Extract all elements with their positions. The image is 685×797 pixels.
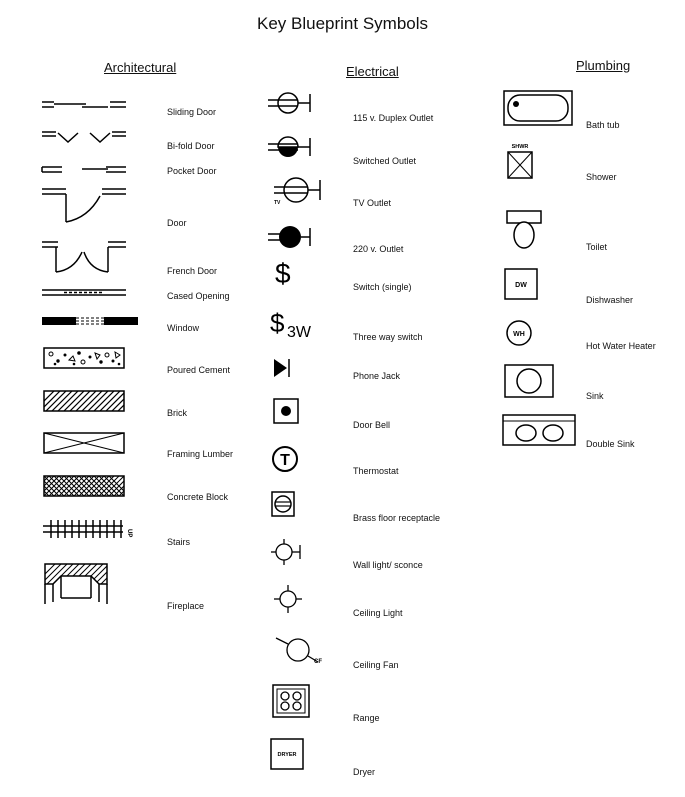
duplex-outlet-icon bbox=[268, 90, 314, 116]
sink-icon bbox=[504, 364, 554, 398]
label-bathtub: Bath tub bbox=[586, 120, 620, 130]
label-220v-outlet: 220 v. Outlet bbox=[353, 244, 404, 254]
label-duplex-outlet: 115 v. Duplex Outlet bbox=[353, 113, 434, 123]
label-dishwasher: Dishwasher bbox=[586, 295, 634, 305]
toilet-icon bbox=[504, 208, 544, 250]
cased-opening-icon bbox=[42, 288, 126, 298]
sliding-door-icon bbox=[42, 99, 126, 113]
label-ceiling-fan: Ceiling Fan bbox=[353, 660, 399, 670]
switched-outlet-icon bbox=[268, 134, 314, 160]
range-icon bbox=[272, 684, 310, 718]
label-single-switch: Switch (single) bbox=[353, 282, 412, 292]
label-pocket-door: Pocket Door bbox=[167, 166, 217, 176]
label-sink: Sink bbox=[586, 391, 604, 401]
dishwasher-mark: DW bbox=[515, 282, 527, 289]
ceiling-fan-icon bbox=[274, 632, 330, 668]
label-thermostat: Thermostat bbox=[353, 466, 399, 476]
poured-cement-icon bbox=[43, 347, 125, 369]
door-swing-icon bbox=[42, 186, 126, 226]
water-heater-mark: WH bbox=[513, 331, 525, 338]
single-switch-icon bbox=[272, 255, 298, 291]
label-door: Door bbox=[167, 218, 187, 228]
tv-mark: TV bbox=[274, 200, 281, 206]
brick-icon bbox=[43, 390, 125, 412]
label-bifold-door: Bi-fold Door bbox=[167, 141, 215, 151]
label-window: Window bbox=[167, 323, 200, 333]
heading-architectural: Architectural bbox=[104, 60, 177, 75]
thermostat-mark: T bbox=[280, 452, 290, 469]
page-title: Key Blueprint Symbols bbox=[256, 14, 429, 33]
label-french-door: French Door bbox=[167, 266, 218, 276]
pocket-door-icon bbox=[42, 164, 126, 176]
fireplace-icon bbox=[43, 562, 109, 606]
three-way-dollar-mark: $ bbox=[270, 308, 285, 338]
label-door-bell: Door Bell bbox=[353, 420, 391, 430]
label-toilet: Toilet bbox=[586, 242, 608, 252]
shower-mark: SHWR bbox=[511, 144, 529, 150]
label-water-heater: Hot Water Heater bbox=[586, 341, 656, 351]
dryer-mark: DRYER bbox=[277, 752, 297, 758]
label-three-way-switch: Three way switch bbox=[353, 332, 423, 342]
stairs-up-mark: UP bbox=[126, 529, 132, 538]
heading-plumbing: Plumbing bbox=[576, 58, 631, 73]
label-fireplace: Fireplace bbox=[167, 601, 205, 611]
label-double-sink: Double Sink bbox=[586, 439, 635, 449]
water-heater-icon bbox=[505, 319, 533, 347]
label-phone-jack: Phone Jack bbox=[353, 371, 401, 381]
label-concrete-block: Concrete Block bbox=[167, 492, 229, 502]
label-sliding-door: Sliding Door bbox=[167, 107, 217, 117]
wall-sconce-icon bbox=[270, 538, 304, 566]
framing-lumber-icon bbox=[43, 432, 125, 454]
dryer-icon bbox=[270, 738, 304, 770]
label-ceiling-light: Ceiling Light bbox=[353, 608, 403, 618]
window-icon bbox=[42, 315, 138, 327]
tv-outlet-icon bbox=[268, 176, 324, 206]
double-sink-icon bbox=[502, 414, 576, 446]
label-floor-receptacle: Brass floor receptacle bbox=[353, 513, 441, 523]
label-framing-lumber: Framing Lumber bbox=[167, 449, 234, 459]
french-door-icon bbox=[42, 240, 126, 276]
heading-electrical: Electrical bbox=[346, 64, 399, 79]
label-stairs: Stairs bbox=[167, 537, 191, 547]
three-way-sub-mark: 3W bbox=[287, 324, 311, 341]
label-shower: Shower bbox=[586, 172, 617, 182]
ceiling-light-icon bbox=[272, 584, 304, 614]
label-dryer: Dryer bbox=[353, 767, 375, 777]
three-way-switch-icon bbox=[268, 306, 322, 342]
ceiling-fan-mark: CF bbox=[314, 659, 322, 665]
concrete-block-icon bbox=[43, 475, 125, 497]
label-poured-cement: Poured Cement bbox=[167, 365, 231, 375]
bifold-door-icon bbox=[42, 129, 126, 147]
bathtub-icon bbox=[503, 90, 573, 126]
label-range: Range bbox=[353, 713, 380, 723]
label-tv-outlet: TV Outlet bbox=[353, 198, 392, 208]
phone-jack-icon bbox=[272, 358, 292, 378]
label-wall-sconce: Wall light/ sconce bbox=[353, 560, 423, 570]
label-brick: Brick bbox=[167, 408, 187, 418]
shower-icon bbox=[505, 142, 535, 180]
door-bell-icon bbox=[272, 397, 300, 425]
stairs-icon bbox=[43, 517, 137, 541]
outlet-220v-icon bbox=[268, 222, 314, 252]
label-switched-outlet: Switched Outlet bbox=[353, 156, 417, 166]
thermostat-icon bbox=[270, 444, 300, 474]
label-cased-opening: Cased Opening bbox=[167, 291, 230, 301]
dishwasher-icon bbox=[504, 268, 538, 300]
floor-receptacle-icon bbox=[270, 490, 296, 518]
switch-dollar-mark: $ bbox=[275, 258, 291, 289]
